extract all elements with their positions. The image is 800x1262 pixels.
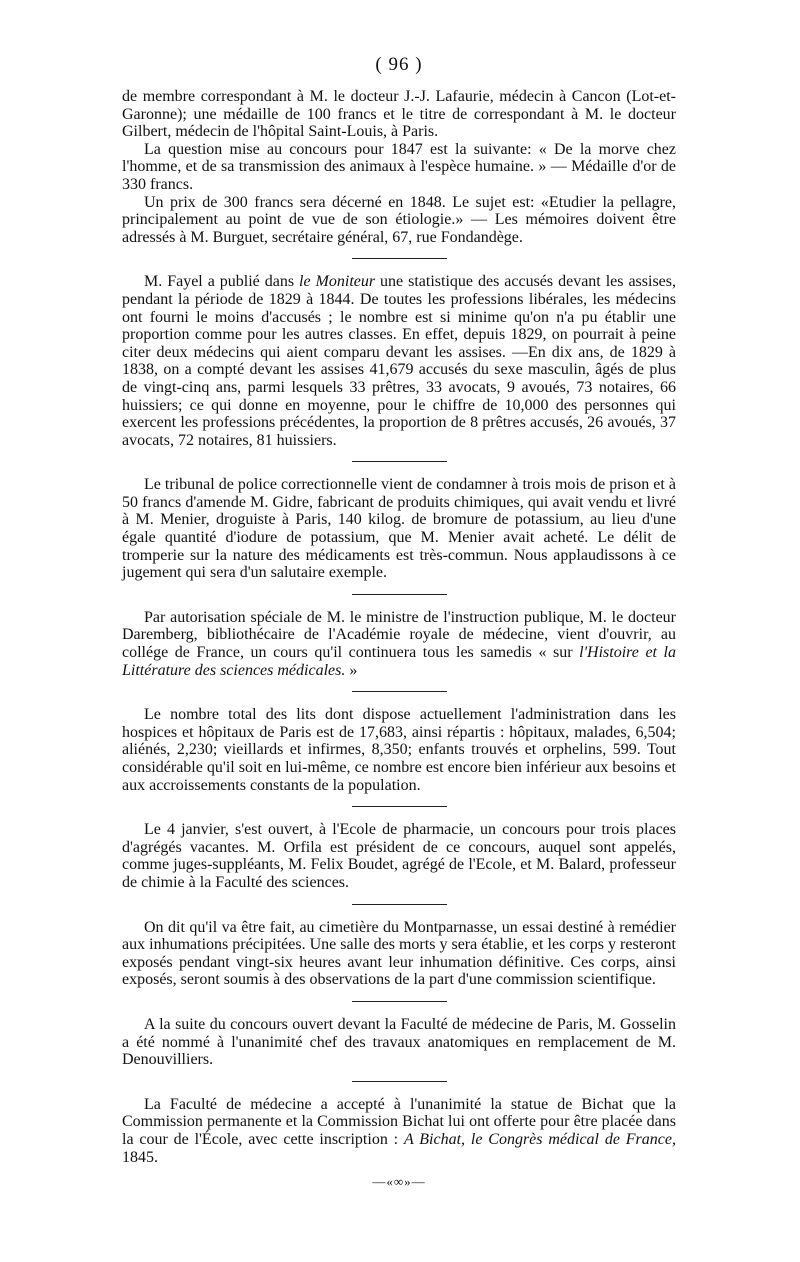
paragraph — [122, 476, 676, 582]
paragraph — [122, 706, 676, 794]
paragraph — [122, 141, 676, 194]
paragraph — [122, 88, 676, 141]
body-text — [122, 88, 676, 1166]
text-run: Le tribunal de police correctionnelle vient de condamner à trois mois de prison et à 50 francs d'amende M. Gidre, fabricant de produits chimiques, qui avait vendu et livré à M. Menier, droguiste à Paris, 140 kilog. de bromure de potassium, au lieu d'une égale quantité d'iodure de potassium, que M. Menier avait acheté. Le délit de tromperie sur la nature des médicaments est très-commun. Nous applaudissons à ce jugement qui sera d'un salutaire exemple. — [122, 476, 676, 582]
section-separator — [352, 461, 447, 462]
section-separator — [352, 904, 447, 905]
paragraph — [122, 919, 676, 989]
italic-text: A Bichat, le Congrès médical de France — [403, 1130, 672, 1148]
paragraph — [122, 1016, 676, 1069]
section-separator — [352, 691, 447, 692]
text-run: A la suite du concours ouvert devant la Faculté de médecine de Paris, M. Gosselin a été nommé à l'unanimité chef des travaux anatomiques en remplacement de M. Denouvilliers. — [122, 1015, 676, 1069]
text-run: Un prix de 300 francs sera décerné en 1848. Le sujet est: «Etudier la pellagre, principalement au point de vue de son étiologie.» — Les mémoires doivent être adressés à M. Burguet, secrétaire général, 67, rue Fondandège. — [122, 193, 676, 246]
text-run: M. Fayel a publié dans — [144, 273, 300, 291]
text-run: de membre correspondant à M. le docteur J.-J. Lafaurie, médecin à Cancon (Lot-et-Garonne); une médaille de 100 francs et le titre de correspondant à M. le docteur Gilbert, médecin de l'hôpital Saint-Louis, à Paris. — [122, 88, 676, 141]
italic-text: le Moniteur — [299, 273, 376, 291]
paragraph — [122, 1096, 676, 1166]
paragraph — [122, 273, 676, 449]
section-separator — [352, 594, 447, 595]
section-separator — [352, 1001, 447, 1002]
section-separator — [352, 1081, 447, 1082]
paragraph — [122, 194, 676, 247]
paragraph — [122, 609, 676, 679]
text-run: Le 4 janvier, s'est ouvert, à l'Ecole de pharmacie, un concours pour trois places d'agrégés vacantes. M. Orfila est président de ce concours, auquel sont appelés, comme juges-suppléants, M. Felix Boudet, agrégé de l'Ecole, et M. Balard, professeur de chimie à la Faculté des sciences. — [122, 821, 676, 891]
text-run: Le nombre total des lits dont dispose actuellement l'administration dans les hospices et hôpitaux de Paris est de 17,683, ainsi répartis : hôpitaux, malades, 6,504; aliénés, 2,230; vieillards et infirmes, 8,350; enfants trouvés et orphelins, 599. Tout considérable qu'il soit en lui-même, ce nombre est encore bien inférieur aux besoins et aux accroissements constants de la population. — [122, 706, 676, 794]
text-run: , 1845. — [122, 1130, 676, 1166]
document-page — [122, 54, 676, 1190]
end-ornament: —«∞»— — [372, 1174, 426, 1190]
text-run: On dit qu'il va être fait, au cimetière du Montparnasse, un essai destiné à remédier aux inhumations précipitées. Une salle des morts y sera établie, et les corps y resteront exposés pendant vingt-six heures avant leur inhumation définitive. Ces corps, ainsi exposés, seront soumis à des observations de la part d'une commission scientifique. — [122, 918, 676, 989]
text-run: une statistique des accusés devant les assises, pendant la période de 1829 à 1844. De toutes les professions libérales, les médecins ont fourni le moins d'accusés ; le nombre est si minime qu'on n'a pu établir une proportion comme pour les autres classes. En effet, depuis 1829, on pourrait à peine citer deux médecins qui aient comparu devant les assises. —En dix ans, de 1829 à 1838, on a compté devant les assises 41,679 accusés du sexe masculin, âgés de plus de vingt-cinq ans, parmi lesquels 33 prêtres, 33 avocats, 9 avoués, 73 notaires, 66 huissiers; ce qui donne en moyenne, pour le chiffre de 10,000 des personnes qui exercent les professions précédentes, la proportion de 8 prêtres accusés, 26 avoués, 37 avocats, 72 notaires, 81 huissiers. — [122, 273, 676, 449]
page-number: ( 96 ) — [375, 54, 423, 75]
italic-text: l'Histoire et la Littérature des sciences médicales. — [122, 644, 677, 679]
paragraph — [122, 821, 676, 891]
text-run: La question mise au concours pour 1847 est la suivante: « De la morve chez l'homme, et de sa transmission des animaux à l'espèce humaine. » — Médaille d'or de 330 francs. — [122, 140, 676, 193]
text-run: » — [345, 661, 358, 679]
text-run: La Faculté de médecine a accepté à l'unanimité la statue de Bichat que la Commission permanente et la Commission Bichat lui ont offerte pour être placée dans la cour de l'École, avec cette inscription : — [122, 1095, 676, 1148]
text-run: Par autorisation spéciale de M. le ministre de l'instruction publique, M. le docteur Daremberg, bibliothécaire de l'Académie royale de médecine, vient d'ouvrir, au collége de France, un cours qu'il continuera tous les samedis « sur — [122, 608, 676, 662]
section-separator — [352, 258, 447, 259]
section-separator — [352, 806, 447, 807]
